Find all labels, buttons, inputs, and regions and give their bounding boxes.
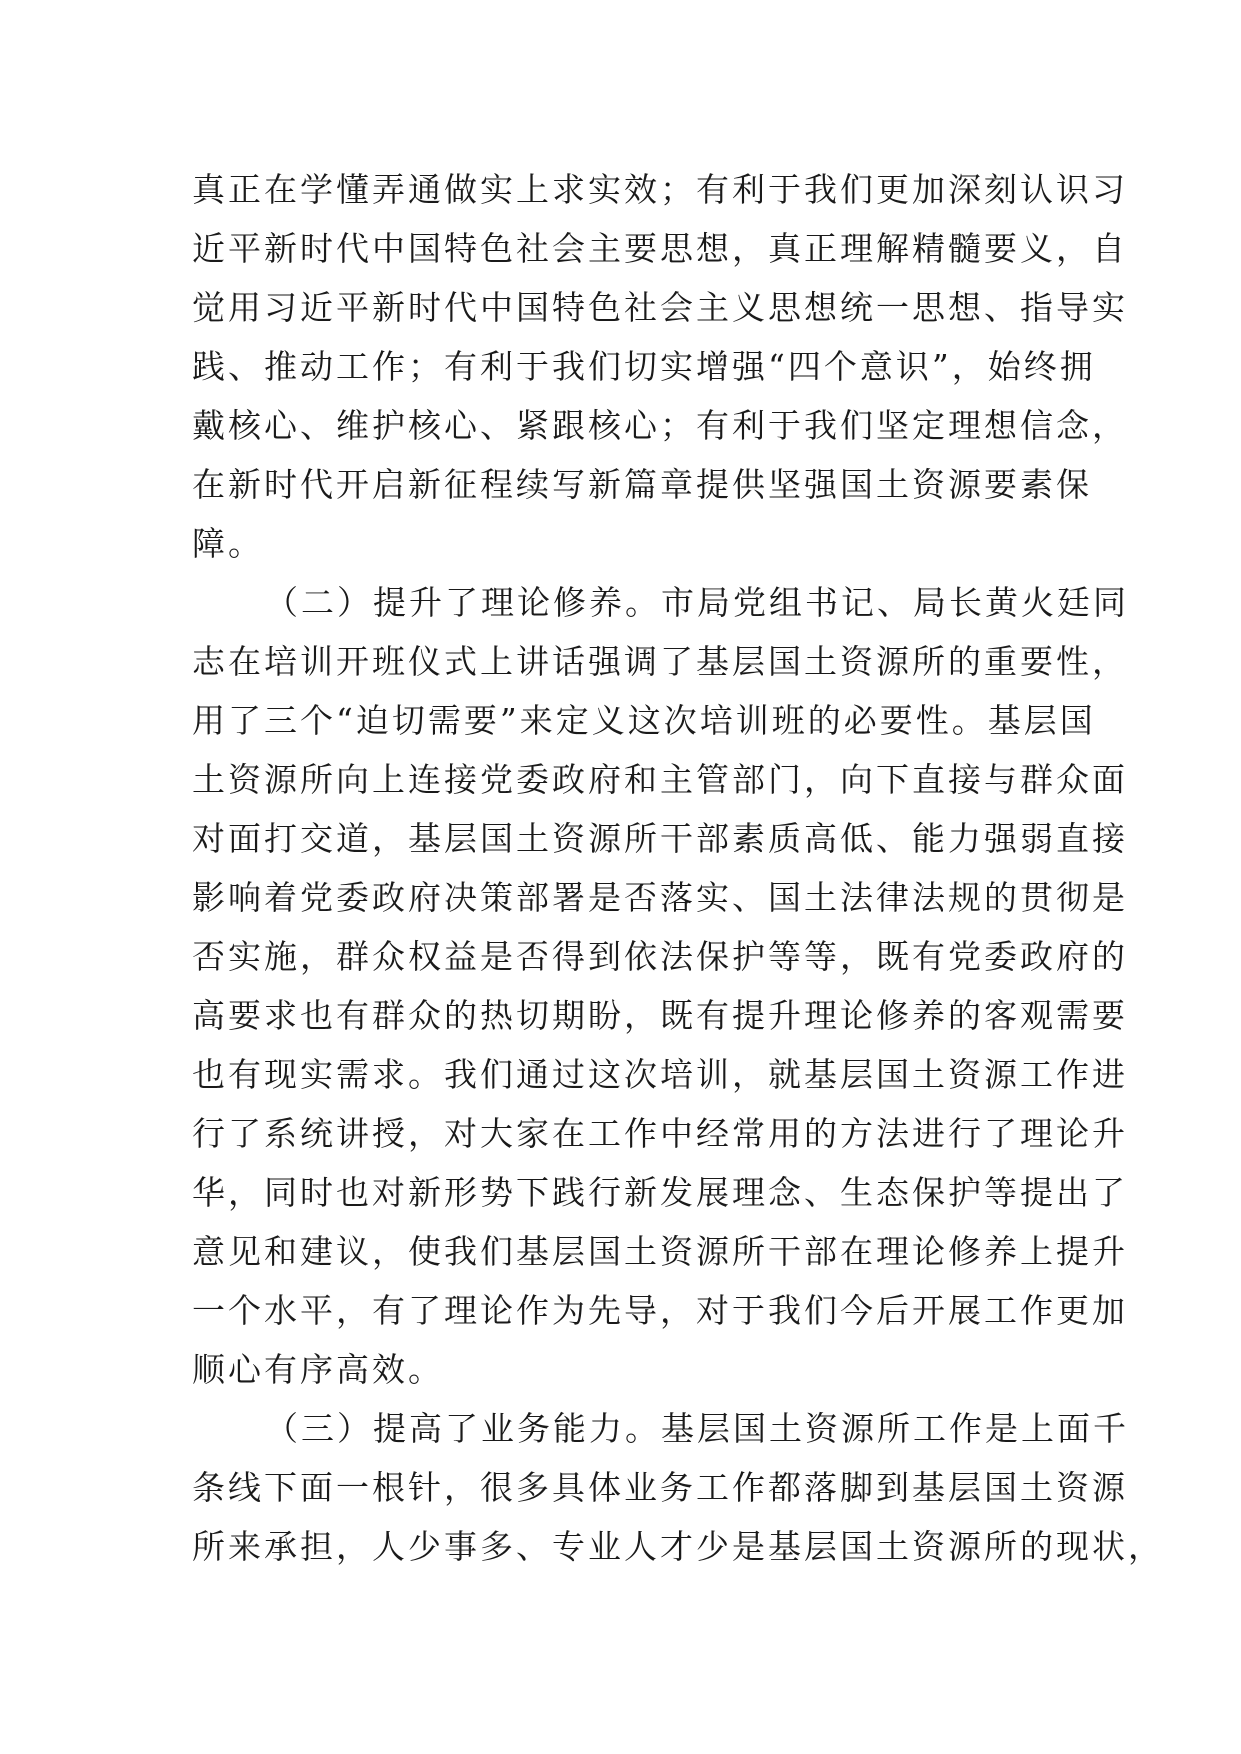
text-line: 戴核心、维护核心、紧跟核心；有利于我们坚定理想信念， <box>192 406 1128 445</box>
text-line: 条线下面一根针，很多具体业务工作都落脚到基层国土资源 <box>192 1468 1128 1507</box>
text-line: 志在培训开班仪式上讲话强调了基层国土资源所的重要性， <box>192 642 1128 681</box>
text-line: 所来承担，人少事多、专业人才少是基层国土资源所的现状， <box>192 1527 1164 1566</box>
text-line: 高要求也有群众的热切期盼，既有提升理论修养的客观需要 <box>192 996 1128 1035</box>
text-line: 践、推动工作；有利于我们切实增强“四个意识”，始终拥 <box>192 347 1096 386</box>
text-line: 在新时代开启新征程续写新篇章提供坚强国土资源要素保 <box>192 465 1092 504</box>
text-line: 否实施，群众权益是否得到依法保护等等，既有党委政府的 <box>192 937 1128 976</box>
text-line: 真正在学懂弄通做实上求实效；有利于我们更加深刻认识习 <box>192 170 1128 209</box>
text-line: 一个水平，有了理论作为先导，对于我们今后开展工作更加 <box>192 1291 1128 1330</box>
paragraph <box>192 160 1128 573</box>
text-line: 土资源所向上连接党委政府和主管部门，向下直接与群众面 <box>192 760 1128 799</box>
text-line: 对面打交道，基层国土资源所干部素质高低、能力强弱直接 <box>192 819 1128 858</box>
paragraph <box>192 1399 1164 1576</box>
text-line: 用了三个“迫切需要”来定义这次培训班的必要性。基层国 <box>192 701 1096 740</box>
text-line: 华，同时也对新形势下践行新发展理念、生态保护等提出了 <box>192 1173 1128 1212</box>
text-line: 行了系统讲授，对大家在工作中经常用的方法进行了理论升 <box>192 1114 1128 1153</box>
text-line: （二）提升了理论修养。市局党组书记、局长黄火廷同 <box>265 583 1129 622</box>
document-body <box>192 160 1164 1576</box>
paragraph <box>192 573 1129 1399</box>
text-line: 障。 <box>192 524 264 563</box>
text-line: 意见和建议，使我们基层国土资源所干部在理论修养上提升 <box>192 1232 1128 1271</box>
text-line: 也有现实需求。我们通过这次培训，就基层国土资源工作进 <box>192 1055 1128 1094</box>
text-line: （三）提高了业务能力。基层国土资源所工作是上面千 <box>265 1409 1129 1448</box>
text-line: 觉用习近平新时代中国特色社会主义思想统一思想、指导实 <box>192 288 1128 327</box>
text-line: 顺心有序高效。 <box>192 1350 444 1389</box>
text-line: 影响着党委政府决策部署是否落实、国土法律法规的贯彻是 <box>192 878 1128 917</box>
text-line: 近平新时代中国特色社会主要思想，真正理解精髓要义，自 <box>192 229 1128 268</box>
